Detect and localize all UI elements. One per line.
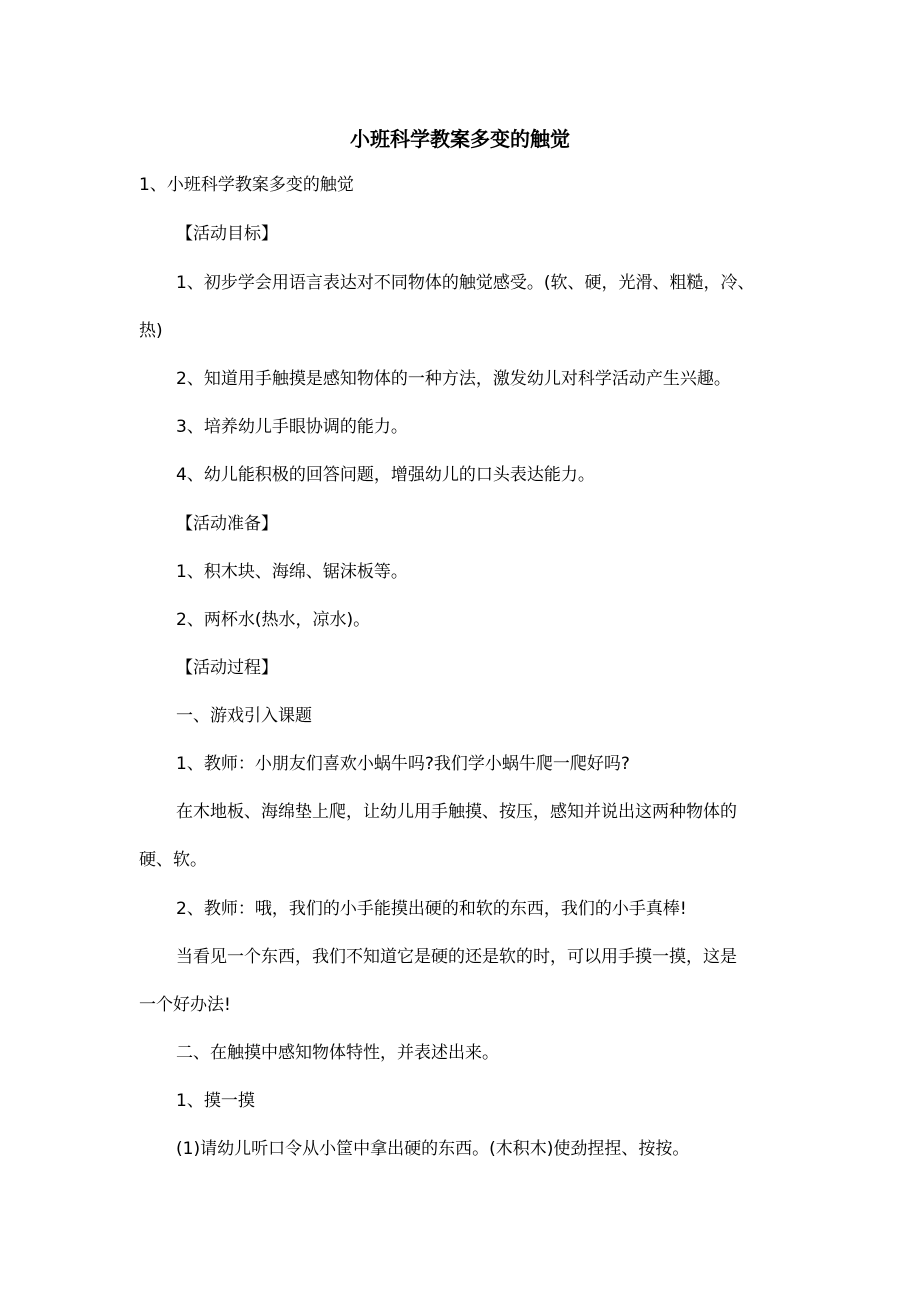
paragraph-line: 硬、软。 (139, 850, 207, 870)
paragraph-line: 一、游戏引入课题 (176, 706, 312, 726)
paragraph-line: 3、培养幼儿手眼协调的能力。 (176, 417, 408, 437)
section-heading: 1、小班科学教案多变的触觉 (139, 175, 354, 195)
paragraph-line: 当看见一个东西，我们不知道它是硬的还是软的时，可以用手摸一摸，这是 (176, 947, 737, 967)
paragraph-line: 1、积木块、海绵、锯沫板等。 (176, 562, 408, 582)
paragraph-line: 2、教师：哦，我们的小手能摸出硬的和软的东西，我们的小手真棒! (176, 899, 687, 919)
paragraph-line: 1、教师：小朋友们喜欢小蜗牛吗?我们学小蜗牛爬一爬好吗? (176, 754, 630, 774)
paragraph-line: 在木地板、海绵垫上爬，让幼儿用手触摸、按压，感知并说出这两种物体的 (176, 802, 737, 822)
paragraph-line: 1、初步学会用语言表达对不同物体的触觉感受。(软、硬，光滑、粗糙，冷、 (176, 273, 755, 293)
paragraph-line: 4、幼儿能积极的回答问题，增强幼儿的口头表达能力。 (176, 465, 595, 485)
document-title: 小班科学教案多变的触觉 (350, 127, 570, 151)
paragraph-line: (1)请幼儿听口令从小筐中拿出硬的东西。(木积木)使劲捏捏、按按。 (176, 1139, 690, 1159)
subheading-goals: 【活动目标】 (176, 224, 278, 244)
paragraph-line: 1、摸一摸 (176, 1091, 255, 1111)
subheading-preparation: 【活动准备】 (176, 514, 278, 534)
paragraph-line: 2、两杯水(热水，凉水)。 (176, 610, 371, 630)
paragraph-line: 2、知道用手触摸是感知物体的一种方法，激发幼儿对科学活动产生兴趣。 (176, 369, 731, 389)
paragraph-line: 一个好办法! (139, 995, 231, 1015)
paragraph-line: 热) (139, 321, 163, 341)
paragraph-line: 二、在触摸中感知物体特性，并表述出来。 (176, 1043, 499, 1063)
subheading-process: 【活动过程】 (176, 658, 278, 678)
